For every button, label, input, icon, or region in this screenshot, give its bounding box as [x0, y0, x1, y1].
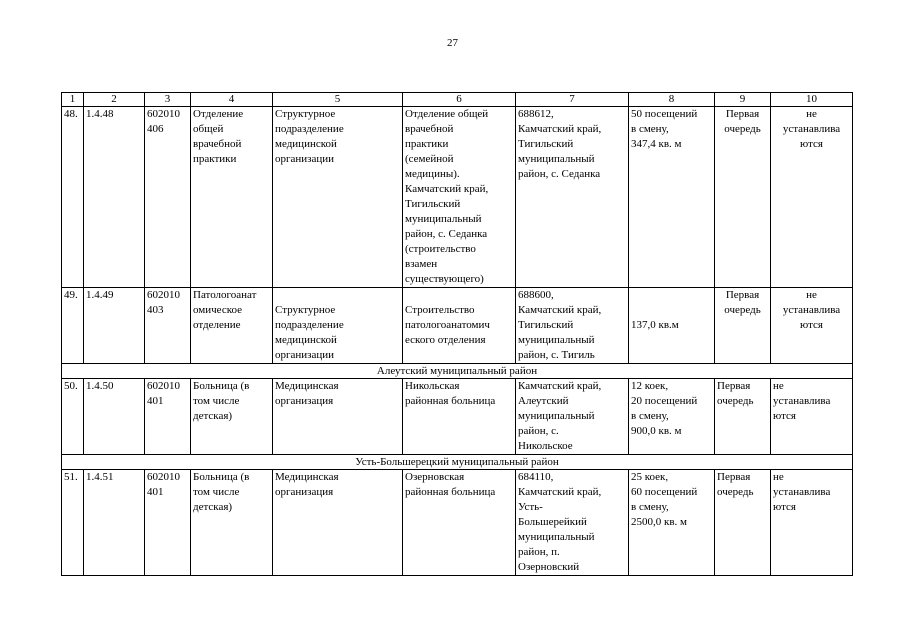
facility-purpose: Медицинская организация [273, 470, 403, 576]
protection-zones: не устанавлива ются [771, 288, 853, 364]
page-number: 27 [447, 37, 458, 49]
facility-capacity: 50 посещений в смену, 347,4 кв. м [629, 107, 715, 288]
region-heading: Алеутский муниципальный район [62, 364, 853, 379]
protection-zones: не устанавлива ются [771, 470, 853, 576]
column-header: 5 [273, 93, 403, 107]
construction-stage: Первая очередь [715, 288, 771, 364]
row-number: 48. [62, 107, 84, 288]
classifier-code: 602010 401 [145, 470, 191, 576]
classifier-code: 602010 403 [145, 288, 191, 364]
facility-purpose: Медицинская организация [273, 379, 403, 455]
classifier-code: 602010 406 [145, 107, 191, 288]
facility-location: Камчатский край, Алеутский муниципальный район, с. Никольское [516, 379, 629, 455]
construction-stage: Первая очередь [715, 470, 771, 576]
column-header: 2 [84, 93, 145, 107]
region-heading: Усть-Большерецкий муниципальный район [62, 455, 853, 470]
facility-name: Строительство патологоанатомич еского отделения [403, 288, 516, 364]
facility-location: 688612, Камчатский край, Тигильский муниципальный район, с. Седанка [516, 107, 629, 288]
facility-name: Никольская районная больница [403, 379, 516, 455]
facility-type: Патологоанат омическое отделение [191, 288, 273, 364]
item-code: 1.4.51 [84, 470, 145, 576]
table-header-row [62, 93, 853, 107]
facility-capacity: 25 коек, 60 посещений в смену, 2500,0 кв. м [629, 470, 715, 576]
table-row [62, 107, 853, 288]
table-row [62, 470, 853, 576]
protection-zones: не устанавлива ются [771, 107, 853, 288]
region-row [62, 364, 853, 379]
column-header: 6 [403, 93, 516, 107]
protection-zones: не устанавлива ются [771, 379, 853, 455]
column-header: 1 [62, 93, 84, 107]
table-row [62, 379, 853, 455]
facility-capacity: 137,0 кв.м [629, 288, 715, 364]
facility-purpose: Структурное подразделение медицинской организации [273, 288, 403, 364]
column-header: 7 [516, 93, 629, 107]
item-code: 1.4.48 [84, 107, 145, 288]
facility-location: 688600, Камчатский край, Тигильский муниципальный район, с. Тигиль [516, 288, 629, 364]
column-header: 10 [771, 93, 853, 107]
table-row [62, 288, 853, 364]
column-header: 8 [629, 93, 715, 107]
classifier-code: 602010 401 [145, 379, 191, 455]
facility-type: Больница (в том числе детская) [191, 379, 273, 455]
column-header: 3 [145, 93, 191, 107]
facility-type: Больница (в том числе детская) [191, 470, 273, 576]
facility-capacity: 12 коек, 20 посещений в смену, 900,0 кв. м [629, 379, 715, 455]
item-code: 1.4.50 [84, 379, 145, 455]
facility-name: Озерновская районная больница [403, 470, 516, 576]
row-number: 51. [62, 470, 84, 576]
column-header: 4 [191, 93, 273, 107]
facility-location: 684110, Камчатский край, Усть- Большерейкий муниципальный район, п. Озерновский [516, 470, 629, 576]
region-row [62, 455, 853, 470]
facility-purpose: Структурное подразделение медицинской организации [273, 107, 403, 288]
row-number: 50. [62, 379, 84, 455]
facility-name: Отделение общей врачебной практики (семейной медицины). Камчатский край, Тигильский муниципальный район, с. Седанка (строительство взамен существующего) [403, 107, 516, 288]
construction-stage: Первая очередь [715, 379, 771, 455]
column-header: 9 [715, 93, 771, 107]
item-code: 1.4.49 [84, 288, 145, 364]
row-number: 49. [62, 288, 84, 364]
facility-type: Отделение общей врачебной практики [191, 107, 273, 288]
construction-stage: Первая очередь [715, 107, 771, 288]
facilities-table [61, 92, 853, 576]
